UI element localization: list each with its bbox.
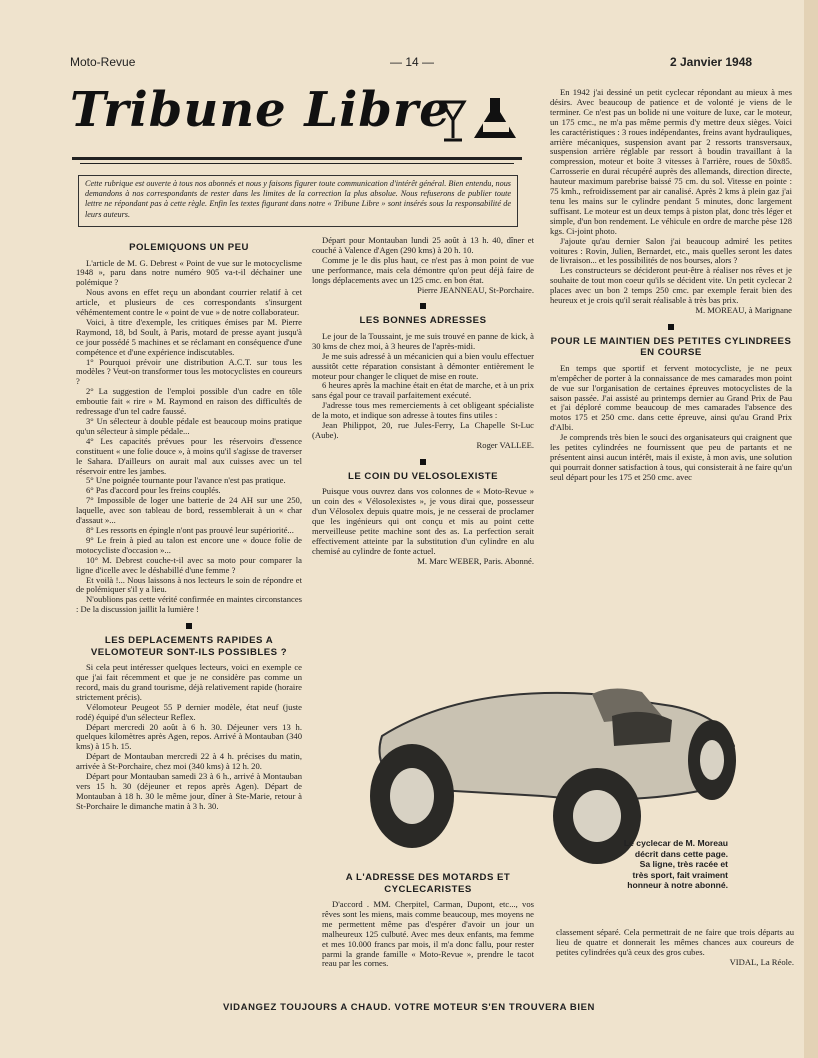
paragraph: Voici, à titre d'exemple, les critiques émises par M. Pierre Raymond, 18, bd Soult, à Paris, motard de presse ayant jusqu'à ce jour possédé 5 machines et se réclamant en conséquence d'une compétence et d'une expérience indiscutables. bbox=[76, 316, 302, 357]
column-2 bbox=[312, 236, 534, 692]
paragraph: Départ de Montauban mercredi 22 à 4 h. précises du matin, arrivée à St-Porchaire, chez moi (340 kms) à 12 h. 20. bbox=[76, 751, 302, 772]
photo-caption: Le cyclecar de M. Moreau décrit dans cette page. Sa ligne, très racée et très sport, fait vraiment honneur à notre abonné. bbox=[623, 838, 728, 891]
article-heading: LE COIN DU VELOSOLEXISTE bbox=[347, 470, 499, 482]
paragraph: Si cela peut intéresser quelques lecteurs, voici en exemple ce que j'ai fait récemment et que je ne considère pas comme un record, mais du grand tourisme, déjà relativement rapide (horaire strictement précis). bbox=[76, 662, 302, 702]
paragraph: 6 heures après la machine était en état de marche, et à un prix sans égal pour ce travail parfaitement exécuté. bbox=[312, 380, 534, 401]
article-heading: LES BONNES ADRESSES bbox=[359, 315, 487, 327]
paragraph: 7° Impossible de loger une batterie de 24 AH sur une 250, laquelle, avec son tableau de bord, ressemblerait à un « char d'assaut »... bbox=[76, 495, 302, 526]
paragraph: Je me suis adressé à un mécanicien qui a bien voulu effectuer aussitôt cette réparation consistant à démonter entièrement le moteur pour changer le cliquet de mise en route. bbox=[312, 350, 534, 381]
signature: M. MOREAU, à Marignane bbox=[695, 304, 792, 315]
paragraph: Et voilà !... Nous laissons à nos lecteurs le soin de répondre et de polémiquer s'il y a lieu. bbox=[76, 574, 302, 595]
column-3-lower bbox=[556, 928, 794, 998]
paragraph: Les constructeurs se décideront peut-être à réaliser nos rêves et je souhaite de tout mon coeur qu'ils se décident vite. Un petit cyclecar 2 places avec un bon 2 temps 250 cmc. par exemple ferait bien des heureux et je crois qu'il serait réalisable à très bas prix. bbox=[550, 265, 792, 306]
signature: Roger VALLEE. bbox=[476, 439, 534, 450]
paragraph: Départ pour Montauban lundi 25 août à 13 h. 40, dîner et couché à Valence d'Agen (290 kms) à 20 h. 10. bbox=[312, 236, 534, 255]
column-3 bbox=[550, 88, 792, 670]
intro-box: Cette rubrique est ouverte à tous nos abonnés et nous y faisons figurer toute communication d'intérêt général. Bien entendu, nous demandons à nos correspondants de rester dans les limites de la correction la plus absolue. Nous refuserons de publier toute lettre ne répondant pas à cette règle. Enfin les textes figurant dans notre « Tribune Libre » sont insérés sous la responsabilité de leurs auteurs. bbox=[78, 175, 518, 227]
separator-square bbox=[420, 303, 426, 309]
paragraph: 6° Pas d'accord pour les freins couplés. bbox=[86, 485, 221, 496]
column-2-lower bbox=[322, 866, 534, 996]
title-rule-thin bbox=[80, 163, 514, 164]
paragraph: Le jour de la Toussaint, je me suis trouvé en panne de kick, à 30 kms de chez moi, à 3 heures de l'après-midi. bbox=[312, 330, 534, 351]
paragraph: En 1942 j'ai dessiné un petit cyclecar répondant au mieux à mes désirs. Avec beaucoup de patience et de volonté je viens de le terminer. Ce n'est pas un bolide ni une voiture de luxe, car le moteur, un 175 cmc., ne m'a pas même permis d'y mettre deux sièges. Voici les caractéristiques : 3 roues indépendantes, freins avant hydrauliques, arrière mécaniques, suspension avant par 2 ressorts transversaux, suspension arrière réglable par ressort à boudin travaillant à la compression, moteur et boite 3 vitesses à l'arrière, roues de 50x85. Carrosserie en durai récupéré auprès des allemands, direction directe, hauteur maximum parebrise baissé 75 cm. du sol. Vitesse en pointe : 75 kmh., refroidissement par air canalisé. Après 2 kms à plein gaz j'ai tenu les mains sur le cylindre pendant 5 minutes, donc largement suffisant. Le moteur est un deux temps à piston plat, donc très léger et simple, d'un bon rendement. Le véhicule en ordre de marche pèse 128 kgs. Ci-joint photo. bbox=[550, 88, 792, 236]
paragraph: N'oublions pas cette vérité confirmée en maintes circonstances : De la discussion jaillit la lumière ! bbox=[76, 594, 302, 615]
article-heading: A L'ADRESSE DES MOTARDS ET CYCLECARISTES bbox=[345, 872, 511, 895]
paragraph: 9° Le frein à pied au talon est encore une « douce folie de motocycliste d'occasion »... bbox=[76, 534, 302, 555]
header-page-number: — 14 — bbox=[390, 55, 435, 69]
paragraph: classement séparé. Cela permettrait de ne faire que trois départs au lieu de quatre et donnerait les mêmes chances aux coureurs de petites cylindrées qu'à ceux des gros cubes. bbox=[556, 928, 794, 957]
paragraph: Jean Philippot, 20, rue Jules-Ferry, La Chapelle St-Luc (Aube). bbox=[312, 420, 534, 440]
separator-square bbox=[186, 623, 192, 629]
separator-square bbox=[420, 459, 426, 465]
signature: Pierre JEANNEAU, St-Porchaire. bbox=[417, 284, 534, 295]
paragraph: Puisque vous ouvrez dans vos colonnes de « Moto-Revue » un coin des « Vélosolexistes », je vous dirai que, possesseur d'un Vélosolex depuis quatre mois, je ne cesserai de proclamer que les ingénieurs qui ont conçu et mis au point cette merveilleuse petite machine sont des as. La perfection serait effectivement atteinte par la substitution d'un cylindre en alu chemisé au cylindre de fonte actuel. bbox=[312, 486, 534, 556]
header-magazine-name: Moto-Revue bbox=[70, 55, 136, 69]
glassware-icon bbox=[438, 94, 522, 146]
header-date: 2 Janvier 1948 bbox=[670, 55, 753, 69]
paragraph: 5° Une poignée tournante pour l'avance n'est pas pratique. bbox=[86, 475, 286, 486]
section-title: Tribune Libre bbox=[70, 82, 451, 138]
article-heading: POUR LE MAINTIEN DES PETITES CYLINDREES EN COURSE bbox=[550, 335, 792, 359]
article-heading: LES DEPLACEMENTS RAPIDES A VELOMOTEUR SONT-ILS POSSIBLES ? bbox=[90, 635, 288, 658]
paragraph: Comme je le dis plus haut, ce n'est pas à mon point de vue une performance, mais cela démontre qu'on peut déjà faire de longs déplacements avec un 125 cmc. en bon état. bbox=[312, 254, 534, 285]
paragraph: Vélomoteur Peugeot 55 P dernier modèle, état neuf (juste rodé) équipé d'un sélecteur Reflex. bbox=[76, 701, 302, 722]
paragraph: 1° Pourquoi prévoir une distribution A.C.T. sur tous les modèles ? Veut-on transformer tous les motocyclistes en coureurs ? bbox=[76, 356, 302, 387]
article-heading: POLEMIQUONS UN PEU bbox=[129, 242, 249, 253]
paragraph: 8° Les ressorts en épingle n'ont pas prouvé leur supériorité... bbox=[86, 524, 294, 535]
paragraph: L'article de M. G. Debrest « Point de vue sur le motocyclisme 1948 », paru dans notre numéro 905 va-t-il déchainer une polémique ? bbox=[76, 257, 302, 288]
paragraph: 10° M. Debrest couche-t-il avec sa moto pour comparer la ligne d'icelle avec le déshabillé d'une femme ? bbox=[76, 554, 302, 575]
separator-square bbox=[668, 324, 674, 330]
paragraph: Nous avons en effet reçu un abondant courrier relatif à cet article, et plusieurs de ces correspondants s'insurgent véhémentement contre le « point de vue » de notre collaborateur. bbox=[76, 287, 302, 318]
paper-edge bbox=[804, 0, 818, 1058]
paragraph: J'ajoute qu'au dernier Salon j'ai beaucoup admiré les petites voitures : Rovin, Julien, Bernardet, etc., mais quelles seront les dates de livraison... et les possibilités de nos bourses, alors ? bbox=[550, 235, 792, 266]
paragraph: D'accord . MM. Cherpitel, Carman, Dupont, etc..., vos rêves sont les miens, mais comme beaucoup, mes moyens ne me permettent même pas d'espérer d'avoir un jour un malheureux 125 culbuté. Avec mes deux enfants, ma femme et mes 10.000 francs par mois, il m'a donc fallu, pour rester parmi la grande famille « Moto-Revue », prendre le tacot reau par les cornes. bbox=[322, 899, 534, 969]
paragraph: Départ mercredi 20 août à 6 h. 30. Déjeuner vers 13 h. quelques kilomètres après Agen, repos. Arrivé à Montauban (340 kms) à 15 h. 15. bbox=[76, 721, 302, 752]
paragraph: En temps que sportif et fervent motocycliste, je ne peux m'empêcher de porter à la connaissance de mes camarades mon point de vue sur l'organisation de certaines épreuves motocyclistes de la saison passée. J'ai assisté au printemps dernier au Grand Prix de Pau et j'ai déploré comme beaucoup de mes camarades l'absence des motos 175 et 250 cmc. dans cette épreuve, ainsi qu'au Grand Prix d'Albi. bbox=[550, 362, 792, 433]
paragraph: 2° La suggestion de l'emploi possible d'un cadre en tôle emboutie fait « rire » M. Raymond en raison des difficultés de redressage d'un tel cadre faussé. bbox=[76, 386, 302, 417]
title-rule bbox=[72, 157, 522, 160]
paragraph: 3° Un sélecteur à double pédale est beaucoup moins pratique qu'un sélecteur à simple pédale... bbox=[76, 416, 302, 436]
paragraph: J'adresse tous mes remerciements à cet obligeant spécialiste de la moto, et indique son adresse à toutes fins utiles : bbox=[312, 400, 534, 421]
paragraph: 4° Les capacités prévues pour les réservoirs d'essence constituent « une folie douce », à moins qu'il s'agisse de traverser le Sahara. D'ailleurs on aurait mal aux cuisses avec un tel réservoir entre les jambes. bbox=[76, 435, 302, 476]
footer-slogan: VIDANGEZ TOUJOURS A CHAUD. VOTRE MOTEUR S'EN TROUVERA BIEN bbox=[222, 1002, 596, 1013]
paragraph: Départ pour Montauban samedi 23 à 6 h., arrivé à Montauban vers 15 h. 30 (déjeuner et repos après Agen). Départ de Montauban à 18 h. 30 le même jour, dîner à Ste-Marie, retour à St-Porchaire le dimanche matin à 3 h. 30. bbox=[76, 771, 302, 811]
paragraph: Je comprends très bien le souci des organisateurs qui craignent que les petites cylindrées ne fournissent que peu de partants et ne présentent ainsi aucun intérêt, mais il existe, à mon avis, une solution qui pourrait donner satisfaction à tous, qui consisterait à ne faire qu'un seul départ pour les 175 et 250 cmc. avec bbox=[550, 432, 792, 482]
column-1 bbox=[76, 236, 302, 996]
signature: M. Marc WEBER, Paris. Abonné. bbox=[417, 555, 534, 566]
signature: VIDAL, La Réole. bbox=[729, 956, 794, 967]
